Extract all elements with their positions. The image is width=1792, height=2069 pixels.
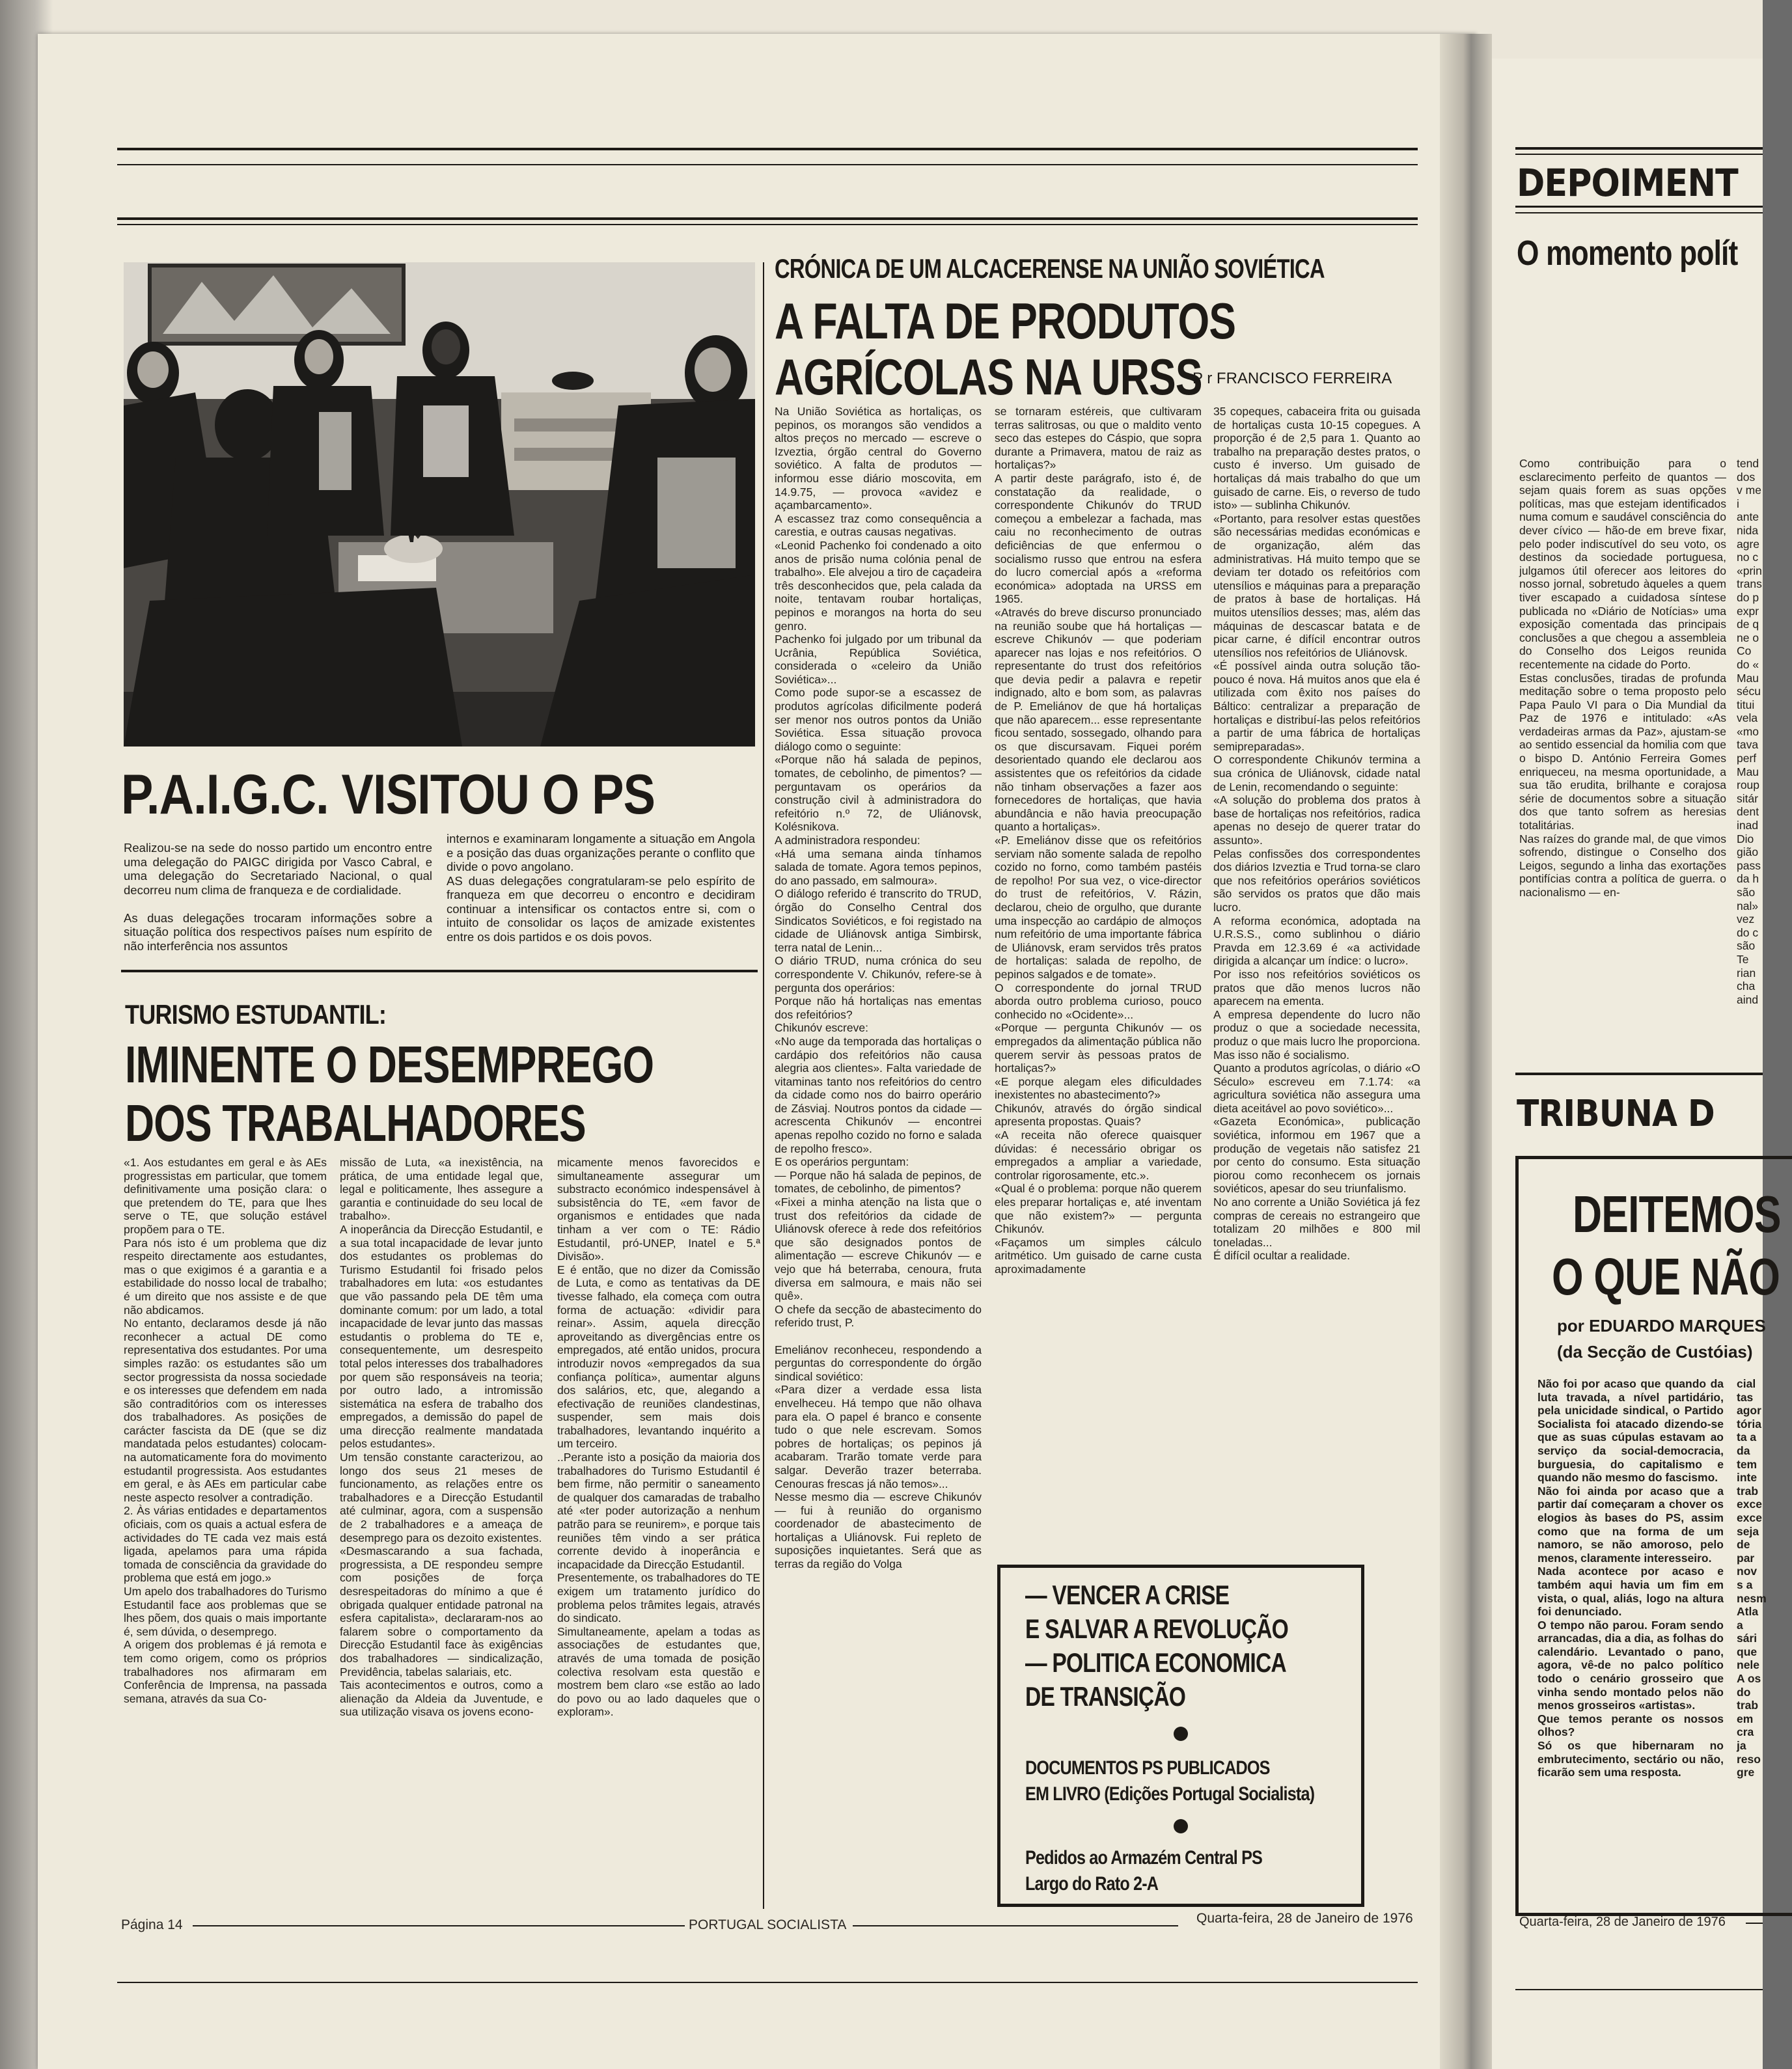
top-rule (117, 164, 1418, 165)
column-rule (763, 262, 764, 1909)
section-title: TRIBUNA D (1517, 1093, 1715, 1135)
ps-publications-ad (997, 1565, 1364, 1907)
top-rule (117, 148, 1418, 150)
meeting-photo (124, 262, 755, 747)
section-title: DEPOIMENT (1517, 161, 1738, 205)
top-rule (117, 224, 1418, 225)
right-col-a: Como contribuição para o esclarecimento perfeito de quantos — sejam quais forem as suas opções políticas, mas que estejam identificados numa comum e saudável consciência do dever cívico — hão-de em breve fixar, pelo poder indiscutível do seu voto, os destinos da sociedade portuguesa, julgamos útil oferecer aos leitores do nosso jornal, sobretudo àqueles a quem tiver escapado a cuidadosa síntese publicada no «Diário de Notícias» uma exposição comentada das principais conclusões a que chegou a assembleia do Conselho dos Leigos reunida recentemente na cidade do Porto. Estas conclusões, tiradas de profunda meditação sobre o tema proposto pelo Papa Paulo VI para o Dia Mundial da Paz de 1976 e intitulado: «As verdadeiras armas da Paz», ajustam-se ao sentido essencial da homilia com que o bispo D. António Ferreira Gomes enriqueceu, na mesma oportunidade, a sua tão erudita, brilhante e corajosa série de documentos sobre a situação dos que tanto sofrem as heresias totalitárias. Nas raízes do grande mal, de que vimos sofrendo, distingue o Conselho dos Leigos, segundo a linha das exortações pontifícias contra a política de guerra. o nacionalismo — en- (1519, 457, 1726, 899)
cronica-byline: P r FRANCISCO FERREIRA (1192, 370, 1392, 387)
issue-date: Quarta-feira, 28 de Janeiro de 1976 (1519, 1915, 1726, 1929)
cronica-headline: A FALTA DE PRODUTOS (775, 292, 1236, 349)
turismo-col-1: «1. Aos estudantes em geral e às AEs progressistas em particular, que tomem definitivamente uma posição clara: o que pretendem do TE, para que lhes serve o TE, que solução estável propõem para o TE. Para nós isto é um problema que diz respeito directamente aos estudantes, mas o que exigimos é a garantia e a estabilidade do nosso local de trabalho; é um direito que nos assiste e de que não abdicamos. No entanto, declaramos desde já não reconhecer a actual DE como representativa dos estudantes. Por uma simples razão: os estudantes são um sector progressista da nossa sociedade e os interesses que defendem em nada são contraditórios com os interesses dos trabalhadores. As posições de carácter fascista da DE (que se diz mandatada pelos estudantes) colocam-na automaticamente fora do movimento estudantil progressista. Aos estudantes em geral, e às AEs em particular cabe neste aspecto resolver a contradição. 2. Às várias entidades e departamentos oficiais, com os quais a actual esfera de actividades do TE cada vez mais está ligada, apelamos para uma rápida tomada de consciência da gravidade do problema que está em jogo.» Um apelo dos trabalhadores do Turismo Estudantil face aos problemas que se lhes põem, dos quais o mais importante é, sem dúvida, o desemprego. A origem dos problemas é já remota e tem como origem, como os próprios trabalhadores nos afirmaram em Conferência de Imprensa, na passada semana, através da sua Co- (124, 1156, 327, 1705)
subhead: O momento polít (1517, 234, 1738, 273)
ad-line: Pedidos ao Armazém Central PS (1025, 1847, 1263, 1869)
ad-line: EM LIVRO (Edições Portugal Socialista) (1025, 1783, 1315, 1805)
footer-rule (1746, 1923, 1763, 1924)
cronica-col-3: 35 copeques, cabaceira frita ou guisada de hortaliças custa 10-15 copegues. A proporção é de 2,5 para 1. Quanto ao trabalho na preparação destes pratos, o custo é inverso. Um guisado de hortaliças dá mais trabalho do que um guisado de carne. Eis, o reverso de tudo isto» — sublinha Chikunóv. «Portanto, para resolver estas questões são necessárias medidas económicas e de organização, além das administrativas. Há muito tempo que se deviam ter dotado os refeitórios com utensílios e máquinas para a preparação de pratos à base de hortaliças. Há muitos utensílios desses; mas, além das máquinas de descascar batata e de picar carne, é difícil encontrar outros utensílios nos refeitórios de Uliánovsk. «É possível ainda outra solução tão-pouco é nova. Há muitos anos que ela é utilizada com êxito nos países do Báltico: centralizar a preparação de hortaliças e distribuí-las pelos refeitórios a partir de uma fábrica de hortaliças semipreparadas». O correspondente Chikunóv termina a sua crónica de Uliánovsk, cidade natal de Lenin, recomendando o seguinte: «A solução do problema dos pratos à base de hortaliças nos refeitórios, radica apenas no desejo de querer tratar do assunto». Pelas confissões dos correspondentes dos diários Izveztia e Trud torna-se claro que nos refeitórios operários soviéticos são servidos os pratos que dão mais lucro. A reforma económica, adoptada na U.R.S.S., como sublinhou o diário Pravda em 12.3.69 é «a actividade dirigida a alcançar um índice: o lucro». Por isso nos refeitórios soviéticos os pratos que dão menos lucros não aparecem na ementa. A empresa dependente do lucro não produz o que a sociedade necessita, produz o que mais lucro lhe proporciona. Mas isso não é socialismo. Quanto a produtos agrícolas, o diário «O Século» escreveu em 7.1.74: «a agricultura soviética não assegura uma dieta aceitável ao povo soviético»... «Gazeta Económica», publicação soviética, informou em 1967 que a produção de vegetais não satisfez 21 por cento do consumo. Esta situação piorou como reconhecem os jornais soviéticos, apesar do seu triunfalismo. No ano corrente a União Soviética já fez compras de cereais no estrangeiro que totalizam 20 milhões e 800 mil toneladas... É difícil ocultar a realidade. (1213, 405, 1420, 1263)
bottom-rule (1515, 1989, 1763, 1990)
cronica-headline: AGRÍCOLAS NA URSS (775, 348, 1202, 405)
bullet-dot-icon (1174, 1819, 1188, 1833)
ad-line: DOCUMENTOS PS PUBLICADOS (1025, 1757, 1270, 1779)
ad-line: — VENCER A CRISE (1025, 1580, 1230, 1610)
turismo-col-2: missão de Luta, «a inexistência, na prática, de uma entidade legal que, legal e politicamente, lhes assegure a garantia e continuidade do seu local de trabalho». A inoperância da Direcção Estudantil, e a sua total incapacidade de levar junto dos estudantes os problemas do Turismo Estudantil foi frisado pelos trabalhadores em luta: «os estudantes que vão passando pela DE têm uma dominante comum: por um lado, a total incapacidade de levar junto das massas estudantis o problema do TE e, consequentemente, um desrespeito total pelos interesses dos trabalhadores por quem são responsáveis na teoria; por outro lado, a intromissão sistemática na esfera de trabalho dos empregados, a demissão do papel de uma direcção realmente mandatada pelos estudantes». Um tensão constante caracterizou, ao longo dos seus 21 meses de funcionamento, as relações entre os trabalhadores e a Direcção Estudantil até culminar, agora, com a suspensão de 2 trabalhadores e a ameaça de desemprego para os dezoito existentes. «Desmascarando a sua fachada, progressista, a DE respondeu sempre com posições de força desrespeitadoras do mínimo a que é obrigada qualquer entidade patronal na esfera capitalista», declararam-nos ao falarem sobre o comportamento da Direcção Estudantil face às exigências dos trabalhadores — sindicalização, Previdência, tabelas salariais, etc. Tais acontecimentos e outros, como a alienação da Aldeia da Juventude, e sua utilização visava os jovens econo- (340, 1156, 543, 1719)
turismo-kicker: TURISMO ESTUDANTIL: (125, 999, 387, 1030)
bullet-dot-icon (1174, 1727, 1188, 1741)
ad-line: — POLITICA ECONOMICA (1025, 1647, 1286, 1678)
cronica-kicker: CRÓNICA DE UM ALCACERENSE NA UNIÃO SOVIÉTICA (775, 253, 1325, 284)
turismo-headline: IMINENTE O DESEMPREGO (125, 1035, 654, 1093)
top-rule (1515, 147, 1763, 150)
footer-rule (853, 1925, 1178, 1926)
page-gutter (1440, 34, 1492, 2069)
paper-name: PORTUGAL SOCIALISTA (689, 1917, 847, 1932)
cronica-col-1: Na União Soviética as hortaliças, os pepinos, os morangos são vendidos a altos preços no mercado — escreve o Izveztia, órgão central do Governo soviético. A falta de produtos — informou esse diário moscovita, em 14.9.75, — provoca «avidez e açambarcamento». A escassez traz como consequência a carestia, e outras causas negativas. «Leonid Pachenko foi condenado a oito anos de prisão numa colónia penal de trabalho». Ele alvejou a tiro de caçadeira três desconhecidos que, pela calada da noite, tentavam roubar hortaliças, pepinos e morangos na horta do seu genro. Pachenko foi julgado por um tribunal da Ucrânia, República Soviética, considerada o «celeiro da União Soviética»... Como pode supor-se a escassez de produtos agrícolas dificilmente poderá ser menor nos outros pontos da União Soviética. Essa situação provoca diálogo como o seguinte: «Porque não há salada de pepinos, tomates, de cebolinho, de pimentos? — perguntavam os operários da construção civil à administradora do refeitório n.º 72, de Uliánovsk, Kolésnikova. A administradora respondeu: «Há uma semana ainda tínhamos salada de tomate. Agora temos pepinos, do ano passado, em salmoura». O diálogo referido é transcrito do TRUD, órgão do Conselho Central dos Sindicatos Soviéticos, e foi registado na cidade de Uliánovsk antiga Simbirsk, terra natal de Lenin... O diário TRUD, numa crónica do seu correspondente V. Chikunóv, refere-se à pergunta dos operários: Porque não há hortaliças nas ementas dos refeitórios? Chikunóv escreve: «No auge da temporada das hortaliças o cardápio dos refeitórios não causa alegria aos clientes». Falta variedade de vitaminas tanto nos refeitórios do centro da cidade como nos do bairro operário de Zásviaj. Noutros pontos da cidade — acrescenta Chikunóv — encontrei apenas repolho cozido no forno e salada de repolho fresco». E os operários perguntam: — Porque não há salada de pepinos, de tomates, de cebolinho, de pimentos? «Fixei a minha atenção na lista que o trust dos refeitórios da cidade de Uliánovsk oferece à rede dos refeitórios que são designados pontos de alimentação — escreve Chikunóv — e vejo que há beterraba, cenoura, fruta diversa em salmoura, e mais não sei quê». O chefe da secção de abastecimento do referido trust, P. Emeliánov reconheceu, respondendo a perguntas do correspondente do órgão sindical soviético: «Para dizer a verdade essa lista envelheceu. Há tempo que não olhava para ela. O papel é branco e consente tudo o que nele escrevam. Somos pobres de hortaliças; os pepinos já acabaram. Trarão tomate verde para salgar. Deverão trazer beterraba. Cenouras frescas já não temos»... Nesse mesmo dia — escreve Chikunóv — fui à reunião do organismo coordenador de abastecimento de hortaliças a Uliánovsk. Fui repleto de suposições inquietantes. Será que as terras da região do Volga (775, 405, 982, 1571)
tribuna-byline: por EDUARDO MARQUES (1557, 1316, 1766, 1336)
paigc-col-1: Realizou-se na sede do nosso partido um encontro entre uma delegação do PAIGC dirigida por Vasco Cabral, e uma delegação do Secretariado Nacional, o qual decorreu num clima de franqueza e de cordialidade. As duas delegações trocaram informações sobre a situação política dos respectivos países num espírito de não interferência nos assuntos (124, 841, 432, 953)
section-rule (1515, 212, 1763, 213)
turismo-headline: DOS TRABALHADORES (125, 1094, 586, 1152)
tribuna-headline: DEITEMOS (1573, 1185, 1781, 1243)
ad-line: E SALVAR A REVOLUÇÃO (1025, 1613, 1289, 1644)
issue-date: Quarta-feira, 28 de Janeiro de 1976 (1196, 1911, 1413, 1926)
ad-line: DE TRANSIÇÃO (1025, 1681, 1186, 1712)
top-rule (117, 217, 1418, 220)
ad-line: Largo do Rato 2-A (1025, 1873, 1159, 1895)
right-col-b: tend dos v me i ante nida agre no c «prin trans do p expr de q ne o Co do « Mau sécu titui vela «mo tava perf Mau roup sitár dent inad Dio gião pass da h são nal» vez do c são Te rian cha aind (1737, 457, 1762, 1006)
page-number: Página 14 (121, 1917, 183, 1932)
bottom-rule (117, 1982, 1418, 1983)
cronica-col-2: se tornaram estéreis, que cultivaram terras salitrosas, ou que o maldito vento seco das estepes do Cáspio, que sopra durante a Primavera, matou de raiz as hortaliças?» A partir deste parágrafo, isto é, de constatação da realidade, o correspondente Chikunóv do TRUD começou a embelezar a fachada, mas caiu no reconhecimento de outras deficiências de que enfermou o socialismo russo que entrou na esfera do lucro comercial após a «reforma económica» adoptada na URSS em 1965. «Através do breve discurso pronunciado na reunião soube que há hortaliças — escreve Chikunóv — que poderiam aparecer nas lojas e nos refeitórios. O representante do trust dos refeitórios que devia pedir a palavra e repetir indignado, alto e bom som, as palavras de P. Emeliánov de que há hortaliças que não aparecem... esse representante ficou sentado, sossegado, olhando para os que discursavam. Fiquei porém desorientado quando ele declarou aos assistentes que os refeitórios da cidade não tinham observações a fazer aos fornecedores de hortaliças, que havia abundância e não havia preocupação quanto a hortaliças». «P. Emeliánov disse que os refeitórios serviam não somente salada de repolho cozido no forno, como também pastéis de repolho! Por sua vez, o vice-director do trust de refeitórios, V. Rázin, declarou, cheio de orgulho, que durante uma inspecção ao cardápio de almoços num refeitório de uma importante fábrica de Uliánovsk, eram servidos três pratos de hortaliças: salada de repolho, de pepinos salgados e de tomate». O correspondente do jornal TRUD aborda outro problema curioso, pouco conhecido no «Ocidente»... «Porque — pergunta Chikunóv — os empregados da alimentação pública não querem servir às pessoas pratos de hortaliças?» «E porque alegam eles dificuldades inexistentes no abastecimento?» Chikunóv, através do órgão sindical apresenta propostas. Quais? «A receita não oferece quaisquer dúvidas: é necessário obrigar os empregados a ampliar a variedade, controlar rigorosamente, etc.». «Qual é o problema: porque não querem eles preparar hortaliças e, até inventam que não existem?» — pergunta Chikunóv. «Façamos um simples cálculo aritmético. Um guisado de carne custa aproximadamente (995, 405, 1202, 1276)
paigc-headline: P.A.I.G.C. VISITOU O PS (121, 763, 655, 826)
turismo-col-3: micamente menos favorecidos e simultaneamente assegurar um substracto económico indespensável à subsistência do TE, «em favor de organismos e entidades que nada tinham a ver com o TE: Rádio Estudantil, pró-UNEP, Inatel e 5.ª Divisão». E é então, que no dizer da Comissão de Luta, e como as tentativas da DE tivesse falhado, ela começa com outra forma de actuação: «dividir para reinar». Assim, aquela direcção aproveitando as divergências entre os empregados, até então unidos, procura introduzir novos «empregados da sua confiança política», aumentar alguns dos salários, etc, que, alegando a efectivação de reuniões clandestinas, suspender, sem mais dois trabalhadores, levantando inquérito a um terceiro. ..Perante isto a posição da maioria dos trabalhadores do Turismo Estudantil é bem firme, não permitir o saneamento de qualquer dos camaradas de trabalho até «ter poder autorização a nenhum patrão para se reunirem», e porque tais reuniões têm vindo a ser prática corrente devido à inoperância e incapacidade da Direcção Estudantil. Presentemente, os trabalhadores do TE exigem um tratamento jurídico do problema pelos trâmites legais, através do sindicato. Simultaneamente, apelam a todas as associações de estudantes que, através de uma tomada de posição colectiva resolvam esta questão e mostrem bem claro «se estão ao lado do povo ou ao lado daqueles que o exploram». (557, 1156, 760, 1719)
tribuna-col-2: cial tas agor tória ta a da tem inte trab exce exce seja de par nov s a nesm Atla a sári que nele A os do trab em cra ja reso gre (1737, 1377, 1767, 1779)
newspaper-page-15 (1492, 59, 1781, 2069)
section-rule (121, 970, 758, 972)
paigc-col-2: internos e examinaram longamente a situação em Angola e a posição das duas organizações perante o conflito que divide o povo angolano. AS duas delegações congratularam-se pelo espírito de franqueza em que decorreu o encontro e decidiram continuar a intensificar os contactos entre si, com o intuito de consolidar os laços de amizade existentes entre os dois partidos e os dois povos. (447, 832, 755, 944)
footer-rule (193, 1925, 685, 1926)
tribuna-headline: O QUE NÃO (1552, 1248, 1780, 1306)
top-rule (1515, 154, 1763, 155)
section-rule (1515, 206, 1763, 208)
section-rule (1515, 1073, 1763, 1075)
tribuna-col-1: Não foi por acaso que quando da luta travada, a nível partidário, pela unicidade sindical, o Partido Socialista foi atacado dizendo-se que as suas cúpulas estavam ao serviço da social-democracia, burguesia, do capitalismo e quando não mesmo do fascismo. Não foi ainda por acaso que a partir daí começaram a chover os elogios às bases do PS, assim como que na forma de um namoro, se não amoroso, pelo menos, claramente interesseiro. Nada acontece por acaso e também aqui havia um fim em vista, o qual, aliás, logo na altura foi denunciado. O tempo não parou. Foram sendo arrancadas, dia a dia, as folhas do calendário. Levantado o pano, agora, vê-de no palco político todo o cenário grosseiro que vinha sendo montado pelos não menos grosseiros «artistas». Que temos perante os nossos olhos? Só os que hibernaram no embrutecimento, sectário ou não, ficarão sem uma resposta. (1537, 1377, 1724, 1779)
tribuna-byline-2: (da Secção de Custóias) (1557, 1342, 1753, 1362)
